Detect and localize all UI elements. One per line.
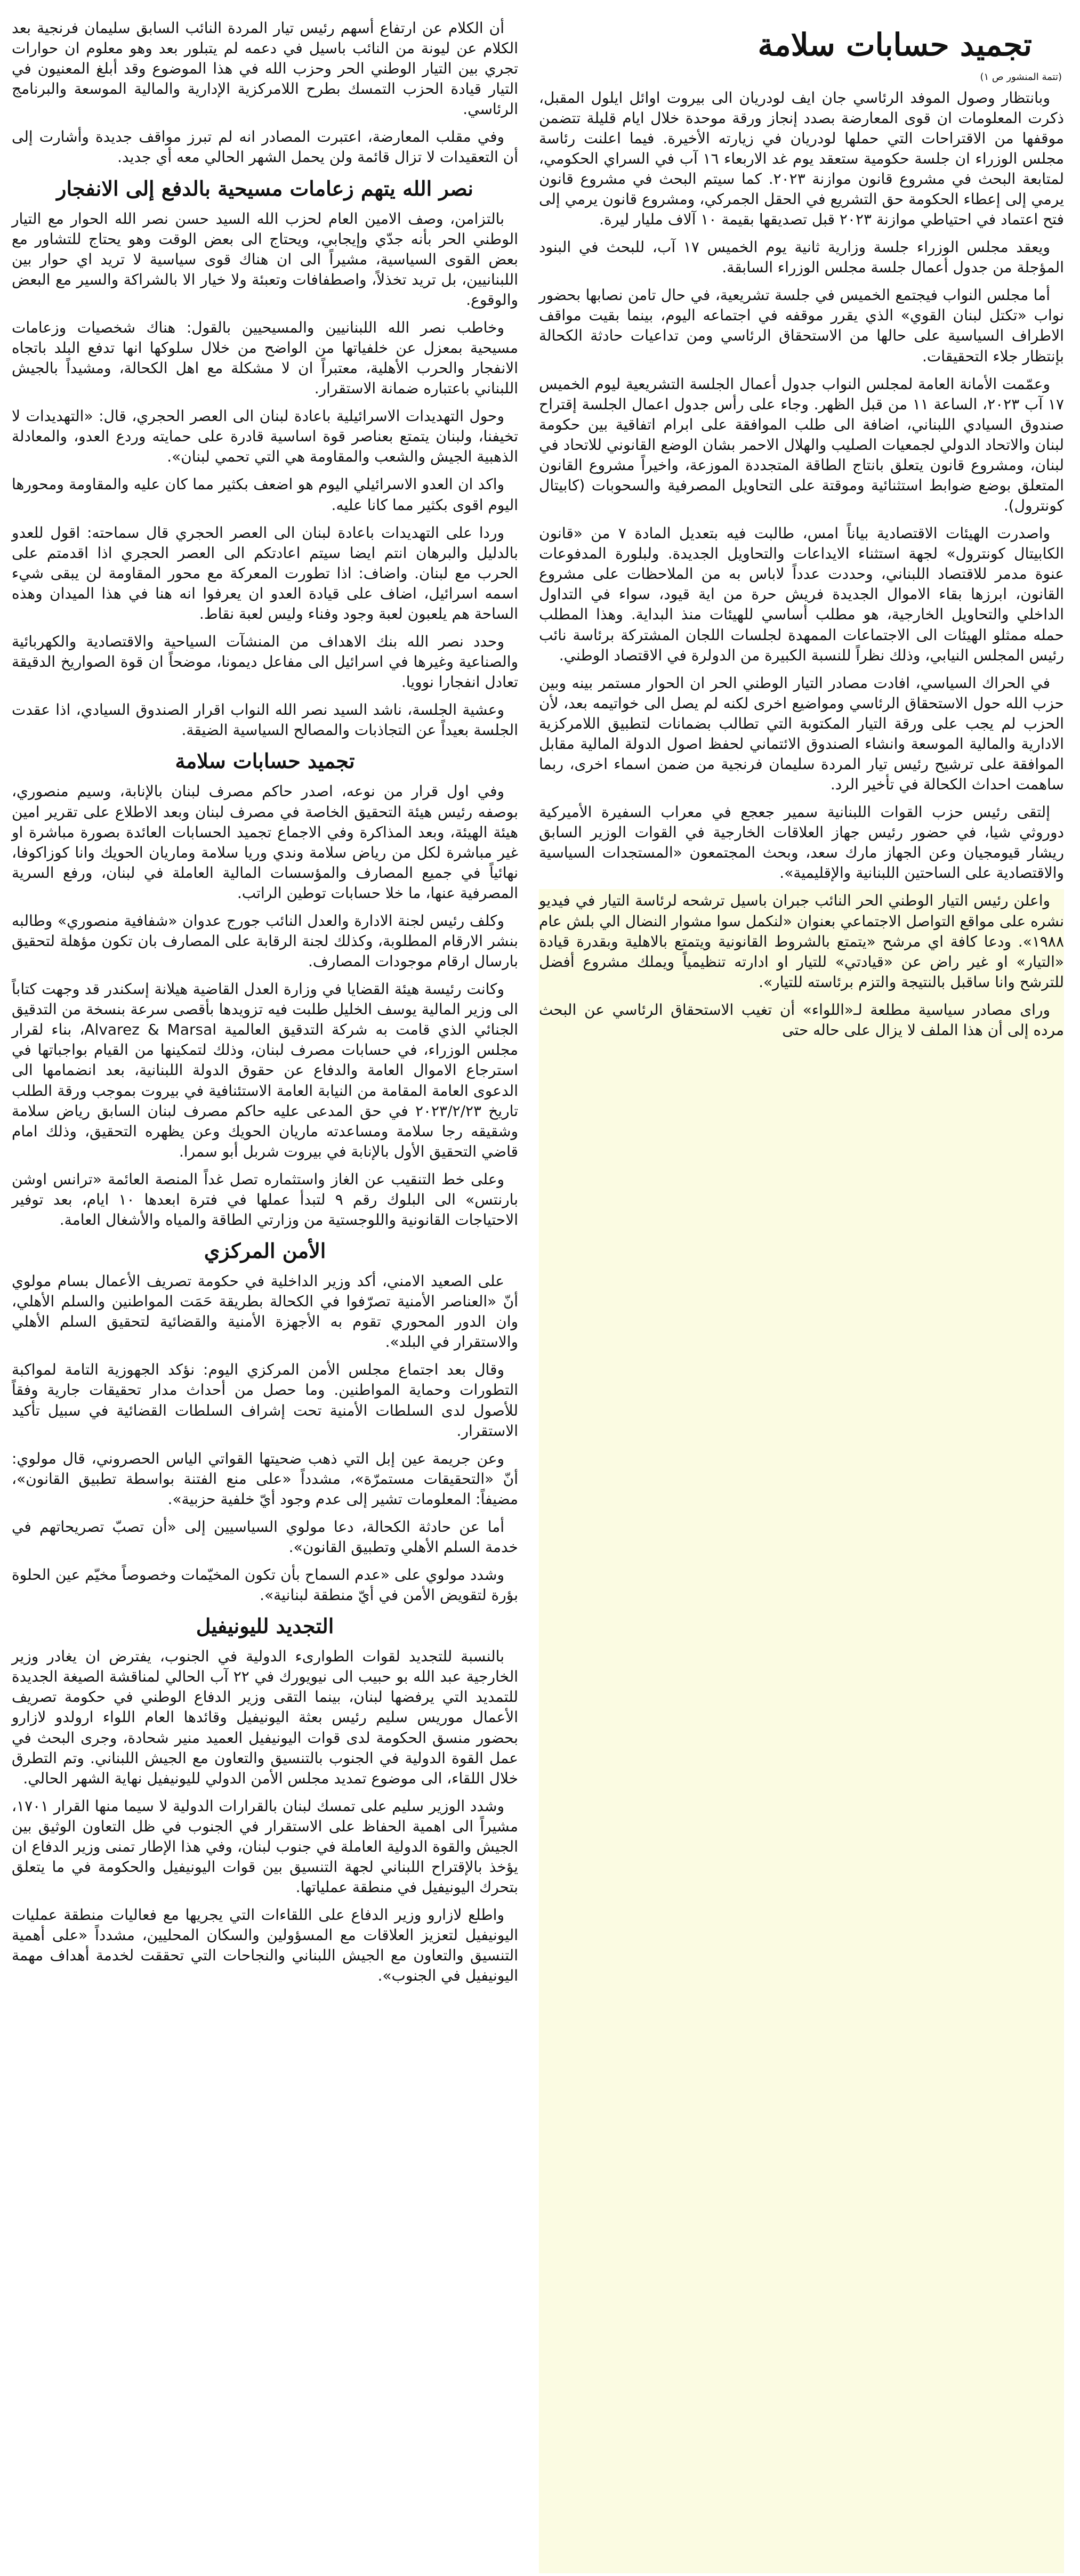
section-body-unifil	[12, 1646, 518, 1986]
article-paragraph: واكد ان العدو الاسرائيلي اليوم هو اضعف بكثير مما كان عليه والمقاومة ومحورها اليوم اقوى بكثير مما كانا عليه.	[12, 475, 518, 514]
highlight-box	[539, 889, 1064, 2573]
article-paragraph: وراى مصادر سياسية مطلعة لـ«اللواء» أن تغيب الاستحقاق الرئاسي عن البحث مرده إلى أن هذا الملف لا يزال على حاله حتى	[539, 1000, 1064, 1039]
article-paragraph: وفي مقلب المعارضة، اعتبرت المصادر انه لم تبرز مواقف جديدة وأشارت إلى أن التعقيدات لا تزال قائمة ولن يحمل الشهر الحالي معه أي جديد.	[12, 128, 518, 166]
article-paragraph: ويعقد مجلس الوزراء جلسة وزارية ثانية يوم الخميس ١٧ آب، للبحث في البنود المؤجلة من جدول أعمال جلسة مجلس الوزراء السابقة.	[539, 238, 1064, 277]
section-heading-unifil: التجديد لليونيفيل	[196, 1614, 334, 1638]
article-paragraph: أن الكلام عن ارتفاع أسهم رئيس تيار المردة النائب السابق سليمان فرنجية بعد الكلام عن ليونة من النائب باسيل في دعمه لم يتبلور بعد وهو معلوم ان حوارات تجري بين التيار الوطني الحر وحزب الله في هذا الموضوع وقد أبلغ المعنيون في التيار قيادة الحزب التمسك بطرح اللامركزية الإدارية والمالية الموسعة والبرنامج الرئاسي.	[12, 19, 518, 118]
article-paragraph: بالتزامن، وصف الامين العام لحزب الله السيد حسن نصر الله الحوار مع التيار الوطني الحر بأنه جدّي وإيجابي، ويحتاج الى بعض الوقت وهو يحتاج للتشاور مع بعض القوى السياسية، مشيراً الى ان هناك قوى سياسية لا تريد اي حوار بين اللبنانيين، بل تريد تخذلاً، واصطفافات وتعبئة ولا خيار الا بالشراكة والسير مع البعض والوقوع.	[12, 209, 518, 309]
article-paragraph: إلتقى رئيس حزب القوات اللبنانية سمير جعجع في معراب السفيرة الأميركية دوروثي شيا، في حضور رئيس جهاز العلاقات الخارجية في القوات الوزير السابق ريشار قيومجيان وعن الجهاز مارك سعد، وبحث المجتمعون «المستجدات السياسية والاقتصادية على الساحتين اللبنانية والإقليمية».	[539, 803, 1064, 882]
article-paragraph: وردا على التهديدات باعادة لبنان الى العصر الحجري قال سماحته: اقول للعدو بالدليل والبرهان انتم ايضا سيتم اعادتكم الى العصر الحجري اذا اقدمتم على الحرب مع لبنان. واضاف: اذا تطورت المعركة مع محور المقاومة لن يبقى شيء اسمه اسرائيل، اضاف على قيادة العدو ان يعرفوا انه هنا في هذا الميدان وهذه الساحة هم يلعبون لعبة وجود وفناء وليس لعبة نقاط.	[12, 523, 518, 623]
section-body-security	[12, 1271, 518, 1605]
article-paragraph: وقال بعد اجتماع مجلس الأمن المركزي اليوم: نؤكد الجهوزية التامة لمواكبة التطورات وحماية المواطنين. وما حصل من أحداث مدار تحقيقات جارية وفقاً للأصول لدى السلطات الأمنية تحت إشراف السلطات القضائية في سبيل تأكيد الاستقرار.	[12, 1361, 518, 1440]
article-paragraph: واعلن رئيس التيار الوطني الحر النائب جبران باسيل ترشحه لرئاسة التيار في فيديو نشره على مواقع التواصل الاجتماعي بعنوان «لنكمل سوا مشوار النضال الي بلش عام ١٩٨٨». ودعا كافة اي مرشح «يتمتع بالشروط القانونية ويتمتع بالاهلية وبقدرة قيادة «التيار» او غير راض عن «قيادتي» للتيار او ادارته تنظيمياً ويملك مشروع أفضل للترشح وانا ساقبل بالنتيجة والتزم برئاسته للتيار».	[539, 892, 1064, 991]
article-paragraph: في الحراك السياسي، افادت مصادر التيار الوطني الحر ان الحوار مستمر بينه وبين حزب الله حول الاستحقاق الرئاسي ومواضيع اخرى لكنه لم يصل الى خواتيمه بعد، لأن الحزب لم يجب على ورقة التيار المكتوبة التي تطالب بضمانات لتطبيق اللامركزية الادارية والمالية الموسعة وانشاء الصندوق الائتماني لحفظ اصول الدولة المالية مقابل الموافقة على ترشيح رئيس تيار المردة سليمان فرنجية من ضمن اسماء اخرى، ربما ساهمت احداث الكحالة في تأخير الرد.	[539, 674, 1064, 794]
article-paragraph: وعمّمت الأمانة العامة لمجلس النواب جدول أعمال الجلسة التشريعية ليوم الخميس ١٧ آب ٢٠٢٣، الساعة ١١ من قبل الظهر. وجاء على رأس جدول اعمال الجلسة إقتراح صندوق السيادي اللبناني، اضافة الى طلب الموافقة على ابرام اتفاقية بين حكومة لبنان والاتحاد الدولي لجمعيات الصليب والهلال الاحمر بشان الوضع القانوني للاتحاد في لبنان، ومشروع قانون يتعلق بانتاج الطاقة المتجددة الموزعة، واخيراً مشروع القانون المتعلق بوضع ضوابط استثنائية وموقتة على التحاويل المصرفية والسحوبات (كابيتال كونترول).	[539, 375, 1064, 515]
right-column-body	[539, 88, 1064, 1040]
article-paragraph: وحول التهديدات الاسرائيلية باعادة لبنان الى العصر الحجري، قال: «التهديدات لا تخيفنا، ولبنان يتمتع بعناصر قوة اساسية قادرة على حمايته وردع العدو، والمعادلة الذهبية الجيش والشعب والمقاومة هي التي تحمي لبنان».	[12, 407, 518, 466]
article-paragraph: واطلع لازارو وزير الدفاع على اللقاءات التي يجريها مع فعاليات منطقة عمليات اليونيفيل لتعزيز العلاقات مع المسؤولين والسكان المحليين، مشدداً «على أهمية التنسيق والتعاون مع الجيش اللبناني والنجاحات التي تحققت لخدمة أهداف مهمة اليونيفيل في الجنوب».	[12, 1906, 518, 1985]
article-paragraph: وكانت رئيسة هيئة القضايا في وزارة العدل القاضية هيلانة إسكندر قد وجهت كتاباً الى وزير المالية يوسف الخليل طلبت فيه تزويدها بأقصى سرعة بنسخة من التدقيق الجنائي الذي قامت به شركة التدقيق العالمية Alvarez & Marsal، بناء لقرار مجلس الوزراء، في حسابات مصرف لبنان، وذلك لتمكينها من القيام بواجباتها في استرجاع الاموال العامة والدفاع عن حقوق الدولة اللبنانية، بعد انضمامها الى الدعوى العامة المقامة من النيابة العامة الاستئنافية في بيروت بموجب ورقة الطلب تاريخ ٢٠٢٣/٢/٢٣ في حق المدعى عليه حاكم مصرف لبنان السابق رياض سلامة وشقيقه رجا سلامة ومساعدته ماريان الحويك وعن يظهره التحقيق، وذلك امام قاضي التحقيق الأول بالإنابة في بيروت شربل أبو سمرا.	[12, 980, 518, 1160]
left-intro	[12, 18, 518, 168]
section-body-salameh	[12, 781, 518, 1230]
article-paragraph: واصدرت الهيئات الاقتصادية بياناً امس، طالبت فيه بتعديل المادة ٧ من «قانون الكابيتال كونترول» لجهة استثناء الايداعات والتحاويل الجديدة. ولبلورة المدفوعات عنوة مدمر للاقتصاد اللبناني، وحددت عدداً لاباس به من الملاحظات على مشروع القانون، ابرزها بقاء الاموال الجديدة فريش حرة من اية قيود، سواء في التداول الداخلي والتحاويل الخارجية، هو مطلب أساسي للهيئات منذ البداية. وهذا المطلب حمله ممثلو الهيئات الى الاجتماعات الممهدة لجلسات اللجان المشتركة برئاسة نائب رئيس المجلس النيابي، وذلك نظراً للنسبة الكبيرة من الدولرة في الاقتصاد الوطني.	[539, 524, 1064, 664]
section-heading-security: الأمن المركزي	[204, 1239, 326, 1263]
article-paragraph: وبانتظار وصول الموفد الرئاسي جان ايف لودريان الى بيروت اوائل ايلول المقبل، ذكرت المعلومات ان قوى المعارضة بصدد إنجاز ورقة موحدة خلال ايام قليلة تتضمن موقفها من الاقتراحات التي حملها لودريان في زيارته الأخيرة. فيما اعلنت رئاسة مجلس الوزراء ان جلسة حكومية ستعقد يوم غد الاربعاء ١٦ آب في السراي الحكومي، لمتابعة البحث في مشروع قانون موازنة ٢٠٢٣. كما سيتم البحث في مشروع قانون يرمي إلى إعطاء الحكومة حق التشريع في الحقل الجمركي، ومشروع قانون يرمي إلى فتح اعتماد في احتياطي موازنة ٢٠٢٣ قبل تصديقها بقيمة ١٠ آلاف مليار ليرة.	[539, 88, 1064, 229]
continued-note: (تتمة المنشور ص ١)	[980, 71, 1062, 83]
article-paragraph: وكلف رئيس لجنة الادارة والعدل النائب جورج عدوان «شفافية منصوري» وطالبه بنشر الارقام المطلوبة، وكذلك لجنة الرقابة على المصارف بان تكون مؤهلة لتحقيق بارسال ارقام موجودات المصارف.	[12, 911, 518, 971]
article-paragraph: وخاطب نصر الله اللبنانيين والمسيحيين بالقول: هناك شخصيات وزعامات مسيحية بمعزل عن خلفياتها من الواضح من خلال سلوكها انها تدفع البلد باتجاه الانفجار والحرب الأهلية، معتبراً ان لا مشكلة مع اهل الكحالة، ومشيداً بالجيش اللبناني باعتباره ضمانة الاستقرار.	[12, 318, 518, 398]
section-heading-salameh: تجميد حسابات سلامة	[175, 749, 355, 773]
article-paragraph: على الصعيد الامني، أكد وزير الداخلية في حكومة تصريف الأعمال بسام مولوي أنّ «العناصر الأمنية تصرّفوا في الكحالة بطريقة حَمَت المواطنين والسلم الأهلي، وان الدور المحوري تقوم به الأجهزة الأمنية والقضائية لتحقيق السلم الأهلي والاستقرار في البلد».	[12, 1272, 518, 1351]
article-paragraph: وعشية الجلسة، ناشد السيد نصر الله النواب اقرار الصندوق السيادي، اذا عقدت الجلسة بعيداً عن التجاذبات والمصالح السياسية الضيقة.	[12, 701, 518, 739]
article-paragraph: أما مجلس النواب فيجتمع الخميس في جلسة تشريعية، في حال تامن نصابها بحضور نواب «تكتل لبنان القوي» الذي يقرر موقفه في اجتماعه اليوم، بينما بقيت مواقف الاطراف السياسية على حالها من الاستحقاق الرئاسي ومن تداعيات حادثة الكحالة بإنتظار جلاء التحقيقات.	[539, 286, 1064, 365]
article-paragraph: وفي اول قرار من نوعه، اصدر حاكم مصرف لبنان بالإنابة، وسيم منصوري، بوصفه رئيس هيئة التحقيق الخاصة في مصرف لبنان وبعد الاطلاع على تقرير امين هيئة الهيئة، وبعد المذاكرة وفي الاجماع تجميد الحسابات العائدة بصورة مباشرة او غير مباشرة لكل من رياض سلامة وندي وريا سلامة وماريان الحويك وانا كوزاكوفا، نهائياً في جميع المصارف والمؤسسات المالية العاملة في لبنان، ورفع السرية المصرفية عنها، ما خلا حسابات توطين الراتب.	[12, 782, 518, 902]
article-paragraph: وعن جريمة عين إبل التي ذهب ضحيتها القواتي الياس الحصروني، قال مولوي: أنّ «التحقيقات مستمرّة»، مشدداً «على منع الفتنة بواسطة تطبيق القانون»، مضيفاً: المعلومات تشير إلى عدم وجود أيّ خلفية حزبية».	[12, 1449, 518, 1508]
article-paragraph: بالنسبة للتجديد لقوات الطوارىء الدولية في الجنوب، يفترض ان يغادر وزير الخارجية عبد الله بو حبيب الى نيويورك في ٢٢ آب الحالي لمناقشة الصيغة الجديدة للتمديد التي يرفضها لبنان، بينما التقى وزير الدفاع الوطني في حكومة تصريف الأعمال موريس سليم رئيس بعثة اليونيفيل وقائدها العام اللواء ارولدو لازارو بحضور منسق الحكومة لدى قوات اليونيفيل العميد منير شحادة، وجرى البحث في عمل القوة الدولية في الجنوب بالتنسيق والتعاون مع الجيش اللبناني. وتم التطرق خلال اللقاء، الى موضوع تمديد مجلس الأمن الدولي لليونيفيل نهاية الشهر الحالي.	[12, 1648, 518, 1787]
article-paragraph: وشدد الوزير سليم على تمسك لبنان بالقرارات الدولية لا سيما منها القرار ١٧٠١، مشيراً الى اهمية الحفاظ على الاستقرار في الجنوب في ظل التعاون الوثيق بين الجيش والقوة الدولية العاملة في جنوب لبنان، وفي هذا الإطار تمنى وزير الدفاع ان يؤخذ بالإقتراح اللبناني لجهة التنسيق بين قوات اليونيفيل والحكومة في ما يتعلق بتحرك اليونيفيل في منطقة عملياتها.	[12, 1797, 518, 1896]
section-body-nasrallah	[12, 209, 518, 741]
article-title: تجميد حسابات سلامة	[757, 27, 1032, 63]
article-paragraph: وحدد نصر الله بنك الاهداف من المنشآت السياحية والاقتصادية والكهربائية والصناعية وغيرها في اسرائيل الى مفاعل ديمونا، موضحاً ان قوة الصواريخ الدقيقة تعادل انفجارا نوويا.	[12, 633, 518, 691]
article-paragraph: وشدد مولوي على «عدم السماح بأن تكون المخيّمات وخصوصاً مخيّم عين الحلوة بؤرة لتقويض الأمن في أيّ منطقة لبنانية».	[12, 1566, 518, 1604]
section-heading-nasrallah: نصر الله يتهم زعامات مسيحية بالدفع إلى الانفجار	[57, 176, 473, 200]
article-paragraph: وعلى خط التنقيب عن الغاز واستثماره تصل غداً المنصة العائمة «ترانس اوشن بارنتس» الى البلوك رقم ٩ لتبدأ عملها في فترة ابعدها ١٠ ايام، بعد توفير الاحتياجات القانونية واللوجستية من وزارتي الطاقة والمياه والأشغال العامة.	[12, 1170, 518, 1229]
right-column	[539, 15, 1064, 1048]
article-paragraph: أما عن حادثة الكحالة، دعا مولوي السياسيين إلى «أن تصبّ تصريحاتهم في خدمة السلم الأهلي وتطبيق القانون».	[12, 1517, 518, 1556]
left-column	[12, 18, 518, 1993]
